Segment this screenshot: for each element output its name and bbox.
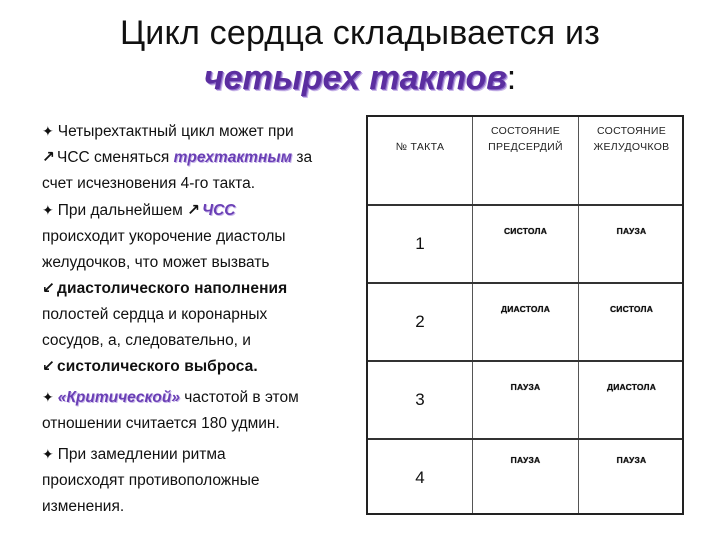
bullet-2-line-7: систолического выброса. (57, 358, 258, 375)
table-cell-ventricles: ПАУЗА (616, 455, 647, 465)
table-cell-tact: 2 (415, 312, 425, 331)
slide-title-line2 (0, 58, 720, 98)
bullet-2-line-2: происходит укорочение диастолы (42, 228, 286, 245)
header-ventricles-state: СОСТОЯНИЕ ЖЕЛУДОЧКОВ (593, 125, 670, 153)
table-cell-atria: ПАУЗА (510, 382, 541, 392)
slide-title-line1: Цикл сердца складывается из (119, 14, 601, 52)
bullet-2-line-3: желудочков, что может вызвать (42, 254, 270, 271)
bullet-2-line-4: диастолического наполнения (57, 280, 288, 297)
bullet-2-line-1a: При дальнейшем (57, 202, 188, 219)
table-cell-tact: 3 (415, 390, 425, 409)
bullet-4-line-2: происходят противоположные (42, 472, 260, 489)
bullet-3 (42, 384, 372, 437)
bullet-1-line-3: счет исчезновения 4-го такта. (42, 175, 256, 192)
bullet-1-line-2a: ЧСС сменяться (57, 149, 174, 166)
title-colon: : (506, 59, 517, 97)
table-cell-atria: ДИАСТОЛА (500, 304, 551, 314)
bullet-1-line-2c: за (292, 149, 313, 166)
bullet-1 (42, 118, 372, 197)
bullet-2-line-5: полостей сердца и коронарных (42, 306, 268, 323)
arrow-down-icon: ↙ (42, 280, 55, 297)
bullet-list (42, 118, 372, 520)
bullet-3-highlight: Критической (66, 389, 172, 406)
bullet-4-line-3: изменения. (42, 498, 125, 515)
bullet-4-line-1: При замедлении ритма (57, 446, 226, 463)
star-bullet-icon: ✦ (42, 202, 54, 218)
bullet-2 (42, 197, 372, 380)
table-cell-atria: СИСТОЛА (503, 226, 548, 236)
bullet-2-highlight: ЧСС (202, 202, 236, 219)
arrow-up-icon: ↗ (42, 149, 55, 166)
bullet-3-line-1d: частотой в этом (179, 389, 299, 406)
bullet-3-line-2: отношении считается 180 удмин. (42, 415, 280, 432)
table-cell-atria: ПАУЗА (510, 455, 541, 465)
table-cell-ventricles: ДИАСТОЛА (606, 382, 657, 392)
table-cell-ventricles: ПАУЗА (616, 226, 647, 236)
table-cell-ventricles: СИСТОЛА (609, 304, 654, 314)
header-tact-number: № ТАКТА (395, 141, 445, 153)
bullet-4 (42, 441, 372, 520)
arrow-down-icon: ↙ (42, 358, 55, 375)
table-cell-tact: 4 (415, 468, 425, 487)
title-highlight: четырех тактов (203, 59, 507, 97)
cardiac-cycle-table (366, 115, 684, 515)
bullet-1-line-1: Четырехтактный цикл может при (57, 123, 294, 140)
bullet-3-quote-open: « (57, 389, 67, 406)
star-bullet-icon: ✦ (42, 446, 54, 462)
bullet-1-highlight: трехтактным (173, 149, 293, 166)
star-bullet-icon: ✦ (42, 123, 54, 139)
star-bullet-icon: ✦ (42, 389, 54, 405)
arrow-up-icon: ↗ (187, 202, 201, 219)
bullet-3-quote-close: » (171, 389, 180, 406)
header-atria-state: СОСТОЯНИЕ ПРЕДСЕРДИЙ (488, 125, 563, 153)
table-cell-tact: 1 (415, 234, 425, 253)
bullet-2-line-6: сосудов, а, следовательно, и (42, 332, 251, 349)
